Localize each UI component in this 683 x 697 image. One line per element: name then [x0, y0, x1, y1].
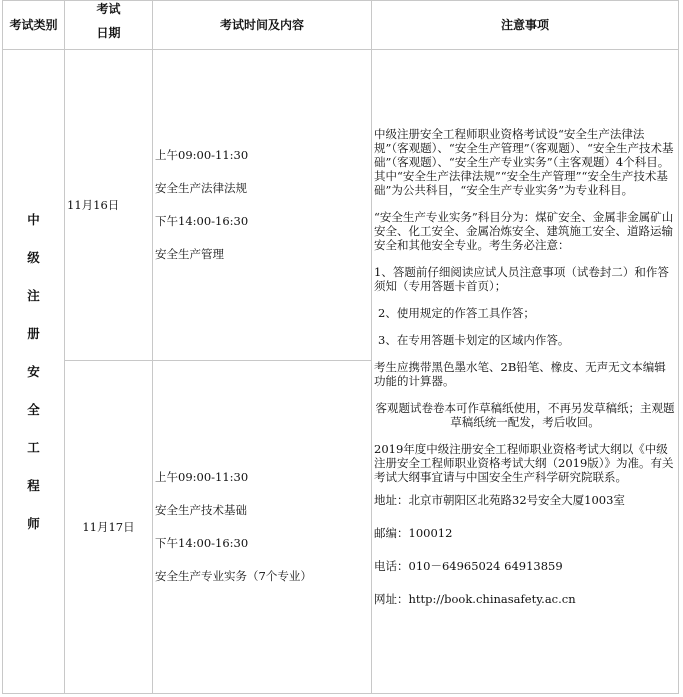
- day2-morning-subject: 安全生产技术基础: [155, 503, 247, 517]
- category-char: 师: [27, 515, 40, 531]
- category-char: 程: [27, 477, 40, 493]
- notes-paragraph: 2、使用规定的作答工具作答；: [378, 306, 535, 320]
- notes-cell: [372, 50, 679, 694]
- day2-date: 11月17日: [65, 361, 153, 694]
- day1-afternoon-time: 下午14:00-16:30: [155, 214, 249, 228]
- category-char: 级: [27, 249, 40, 265]
- category-char: 安: [27, 363, 40, 379]
- day2-content: [153, 361, 372, 694]
- notes-paragraph: 3、在专用答题卡划定的区域内作答。: [378, 333, 570, 347]
- exam-schedule-table: [2, 0, 679, 694]
- day1-morning-subject: 安全生产法律法规: [155, 181, 247, 195]
- day2-afternoon-time: 下午14:00-16:30: [155, 536, 249, 550]
- day2-morning-time: 上午09:00-11:30: [155, 470, 249, 484]
- notes-paragraph: 2019年度中级注册安全工程师职业资格考试大纲以《中级注册安全工程师职业资格考试大纲（2019版）》为准。有关考试大纲事宜请与中国安全生产科学研究院联系。: [374, 442, 674, 484]
- category-char: 册: [27, 325, 40, 341]
- category-char: 中: [27, 211, 40, 227]
- day1-afternoon-subject: 安全生产管理: [155, 247, 224, 261]
- category-char: 工: [27, 439, 40, 455]
- category-char: 全: [27, 401, 40, 417]
- header-row: [3, 1, 679, 50]
- day1-content: [153, 50, 372, 361]
- day1-morning-time: 上午09:00-11:30: [155, 148, 249, 162]
- notes-paragraph: 考生应携带黑色墨水笔、2B铅笔、橡皮、无声无文本编辑功能的计算器。: [374, 360, 666, 388]
- header-category: 考试类别: [3, 1, 65, 50]
- day1-date: 11月16日: [65, 50, 153, 361]
- category-char: 注: [27, 287, 40, 303]
- notes-paragraph: 中级注册安全工程师职业资格考试设“安全生产法律法规”（客观题）、“安全生产管理”（客观题）、“安全生产技术基础”（客观题）、“安全生产专业实务”（主客观题）4个科目。其中“安全生产法律法规”“安全生产管理”“安全生产技术基础”为公共科目，“安全生产专业实务”为专业科目。: [374, 127, 674, 197]
- day1-row: [3, 50, 679, 361]
- notes-phone: 电话：010－64965024 64913859: [374, 559, 563, 573]
- header-time-content: 考试时间及内容: [153, 1, 372, 50]
- header-notes: 注意事项: [372, 1, 679, 50]
- notes-address: 地址：北京市朝阳区北苑路32号安全大厦1003室: [374, 493, 625, 507]
- header-date-line1: 考试: [96, 2, 121, 16]
- notes-postcode: 邮编：100012: [374, 526, 453, 540]
- header-date: [65, 1, 153, 50]
- notes-website: 网址：http://book.chinasafety.ac.cn: [374, 592, 576, 606]
- header-date-line2: 日期: [96, 26, 121, 40]
- notes-paragraph: 1、答题前仔细阅读应试人员注意事项（试卷封二）和作答须知（专用答题卡首页）；: [374, 265, 669, 293]
- day2-afternoon-subject: 安全生产专业实务（7个专业）: [155, 569, 312, 583]
- exam-category: [3, 50, 65, 694]
- notes-paragraph: “安全生产专业实务”科目分为：煤矿安全、金属非金属矿山安全、化工安全、金属冶炼安全、建筑施工安全、道路运输安全和其他安全专业。考生务必注意：: [374, 210, 674, 252]
- notes-paragraph: 客观题试卷卷本可作草稿纸使用，不再另发草稿纸；主观题草稿纸统一配发，考后收回。: [375, 401, 675, 429]
